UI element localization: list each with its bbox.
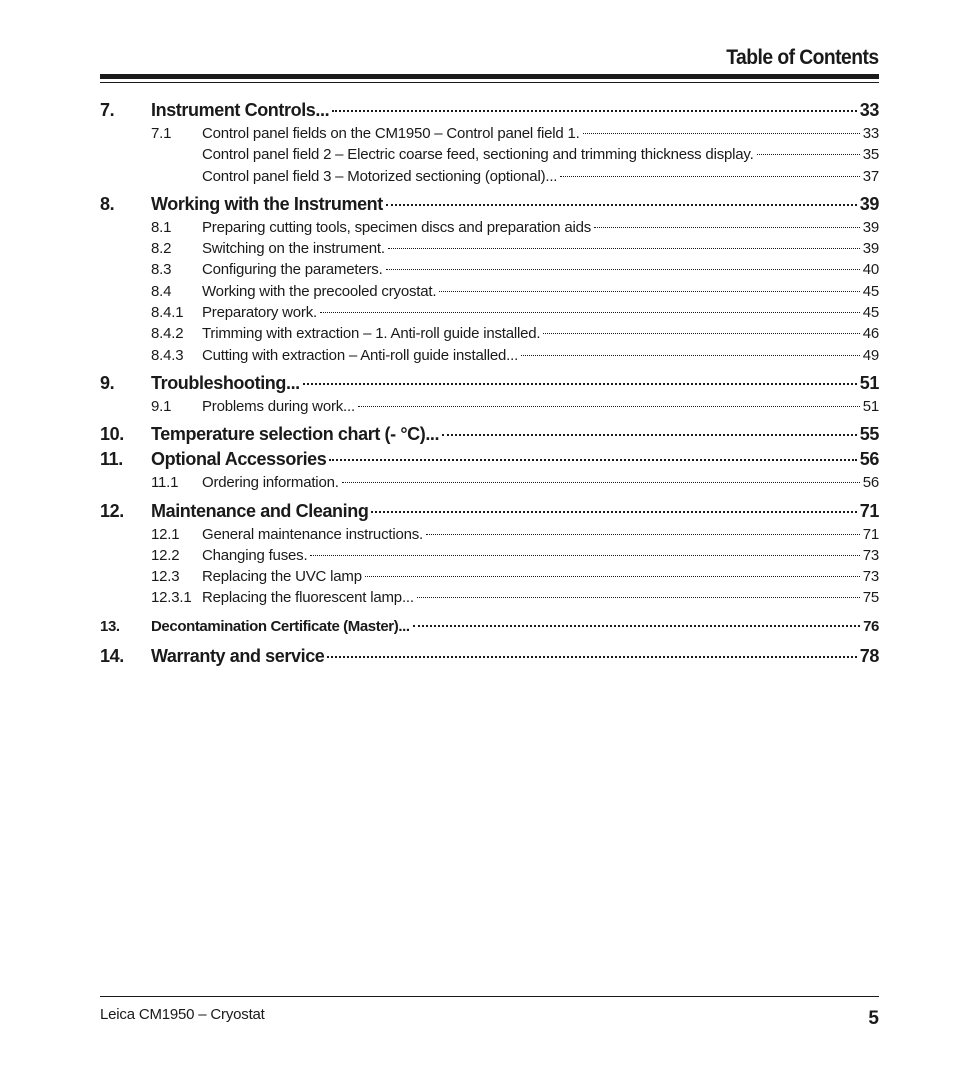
page-number: 51 [862, 397, 879, 415]
dot-leader [583, 133, 860, 134]
dot-leader [426, 534, 860, 535]
toc-section-entry[interactable] [100, 566, 879, 587]
dot-leader [386, 269, 860, 270]
section-title: Replacing the fluorescent lamp... [202, 589, 414, 607]
toc-chapter-entry[interactable] [100, 447, 879, 472]
dot-leader [388, 248, 860, 249]
section-number: 12.1 [151, 525, 180, 543]
chapter-number: 14. [100, 645, 124, 666]
dot-leader [439, 291, 859, 292]
page-number: 75 [862, 589, 879, 607]
page-number: 39 [859, 193, 879, 214]
section-number: 7.1 [151, 125, 172, 142]
section-title: Cutting with extraction – Anti-roll guide installed... [202, 346, 519, 364]
toc-chapter-entry[interactable] [100, 422, 879, 447]
page-number: 35 [862, 146, 879, 164]
toc-section-entry[interactable] [100, 396, 879, 417]
page-title: Table of Contents [726, 46, 879, 69]
section-title: Preparatory work. [202, 304, 317, 322]
chapter-title: Maintenance and Cleaning [151, 500, 369, 521]
chapter-title: Optional Accessories [151, 449, 327, 470]
chapter-title: Instrument Controls... [151, 100, 330, 120]
toc-section-entry[interactable] [100, 144, 879, 165]
toc-chapter-entry[interactable] [100, 644, 879, 669]
table-of-contents [100, 98, 879, 669]
section-number: 8.4 [151, 282, 172, 300]
toc-chapter-entry[interactable] [100, 614, 879, 639]
dot-leader [757, 154, 860, 155]
section-number: 12.3.1 [151, 589, 192, 607]
page-number: 73 [862, 568, 879, 586]
toc-section-entry[interactable] [100, 345, 879, 366]
dot-leader [329, 459, 856, 461]
toc-section-entry[interactable] [100, 587, 879, 608]
chapter-number: 7. [100, 100, 115, 120]
toc-section-entry[interactable] [100, 472, 879, 493]
page-number: 76 [863, 617, 879, 635]
section-title: General maintenance instructions. [202, 525, 424, 543]
page-number: 49 [862, 346, 879, 364]
chapter-title: Working with the Instrument [151, 193, 383, 214]
chapter-number: 11. [100, 449, 123, 470]
toc-section-entry[interactable] [100, 238, 879, 259]
page-number: 55 [859, 424, 879, 445]
section-title: Ordering information. [202, 474, 339, 492]
section-number: 12.3 [151, 568, 180, 586]
section-title: Configuring the parameters. [202, 261, 383, 279]
section-title: Control panel fields on the CM1950 – Control panel field 1. [202, 125, 580, 142]
toc-chapter-entry[interactable] [100, 98, 879, 123]
toc-section-entry[interactable] [100, 524, 879, 545]
chapter-title: Warranty and service [151, 645, 325, 666]
toc-section-entry[interactable] [100, 166, 879, 187]
dot-leader [332, 110, 857, 112]
section-number: 8.4.3 [151, 346, 184, 364]
dot-leader [594, 227, 860, 228]
header-rule-thin [100, 82, 879, 83]
toc-section-entry[interactable] [100, 302, 879, 323]
dot-leader [310, 555, 859, 556]
dot-leader [303, 383, 857, 385]
section-title: Replacing the UVC lamp [202, 568, 362, 586]
chapter-number: 10. [100, 424, 124, 445]
chapter-number: 9. [100, 372, 115, 393]
page-number: 45 [862, 304, 879, 322]
section-title: Trimming with extraction – 1. Anti-roll guide installed. [202, 325, 541, 343]
section-number: 12.2 [151, 546, 180, 564]
page-number: 71 [862, 525, 879, 543]
section-title: Preparing cutting tools, specimen discs and preparation aids [202, 218, 592, 236]
chapter-number: 8. [100, 193, 115, 214]
page-number: 45 [862, 282, 879, 300]
chapter-number: 12. [100, 500, 124, 521]
toc-chapter-entry[interactable] [100, 192, 879, 217]
section-number: 11.1 [151, 474, 179, 492]
dot-leader [417, 597, 860, 598]
section-number: 8.4.1 [151, 304, 184, 322]
header-rule-thick [100, 74, 879, 79]
section-title: Control panel field 3 – Motorized sectioning (optional)... [202, 167, 558, 185]
dot-leader [365, 576, 860, 577]
section-title: Working with the precooled cryostat. [202, 282, 437, 300]
toc-section-entry[interactable] [100, 323, 879, 344]
toc-section-entry[interactable] [100, 545, 879, 566]
page-number: 37 [862, 167, 879, 185]
page-number: 46 [862, 325, 879, 343]
page-number: 39 [862, 218, 879, 236]
toc-chapter-entry[interactable] [100, 499, 879, 524]
chapter-title: Troubleshooting... [151, 372, 300, 393]
page-number: 39 [862, 240, 879, 258]
footer-rule [100, 996, 879, 997]
document-page [100, 0, 879, 1080]
toc-section-entry[interactable] [100, 123, 879, 144]
dot-leader [442, 434, 857, 436]
dot-leader [358, 406, 860, 407]
page-number: 56 [862, 474, 879, 492]
page-number: 73 [862, 546, 879, 564]
page-number: 56 [859, 449, 879, 470]
toc-chapter-entry[interactable] [100, 371, 879, 396]
chapter-title: Decontamination Certificate (Master)... [151, 617, 410, 635]
toc-section-entry[interactable] [100, 281, 879, 302]
page-number: 40 [862, 261, 879, 279]
section-title: Control panel field 2 – Electric coarse feed, sectioning and trimming thickness display. [202, 146, 754, 164]
toc-section-entry[interactable] [100, 217, 879, 238]
section-title: Problems during work... [202, 397, 355, 415]
section-number: 8.3 [151, 261, 172, 279]
section-number: 9.1 [151, 397, 172, 415]
dot-leader [386, 204, 857, 206]
chapter-number: 13. [100, 617, 120, 635]
dot-leader [327, 656, 856, 658]
footer-page-number: 5 [868, 1008, 879, 1029]
section-number: 8.2 [151, 240, 172, 258]
page-number: 33 [862, 125, 879, 142]
section-title: Switching on the instrument. [202, 240, 385, 258]
section-title: Changing fuses. [202, 546, 308, 564]
chapter-title: Temperature selection chart (- °C)... [151, 424, 440, 445]
dot-leader [543, 333, 859, 334]
section-number: 8.1 [151, 218, 172, 236]
toc-section-entry[interactable] [100, 259, 879, 280]
dot-leader [560, 176, 859, 177]
page-number: 78 [859, 645, 879, 666]
dot-leader [342, 482, 860, 483]
dot-leader [320, 312, 860, 313]
page-number: 33 [859, 100, 879, 120]
page-number: 51 [859, 372, 879, 393]
footer-document-name: Leica CM1950 – Cryostat [100, 1006, 265, 1023]
dot-leader [521, 355, 860, 356]
page-number: 71 [859, 500, 879, 521]
dot-leader [371, 511, 856, 513]
dot-leader [413, 625, 860, 627]
section-number: 8.4.2 [151, 325, 184, 343]
